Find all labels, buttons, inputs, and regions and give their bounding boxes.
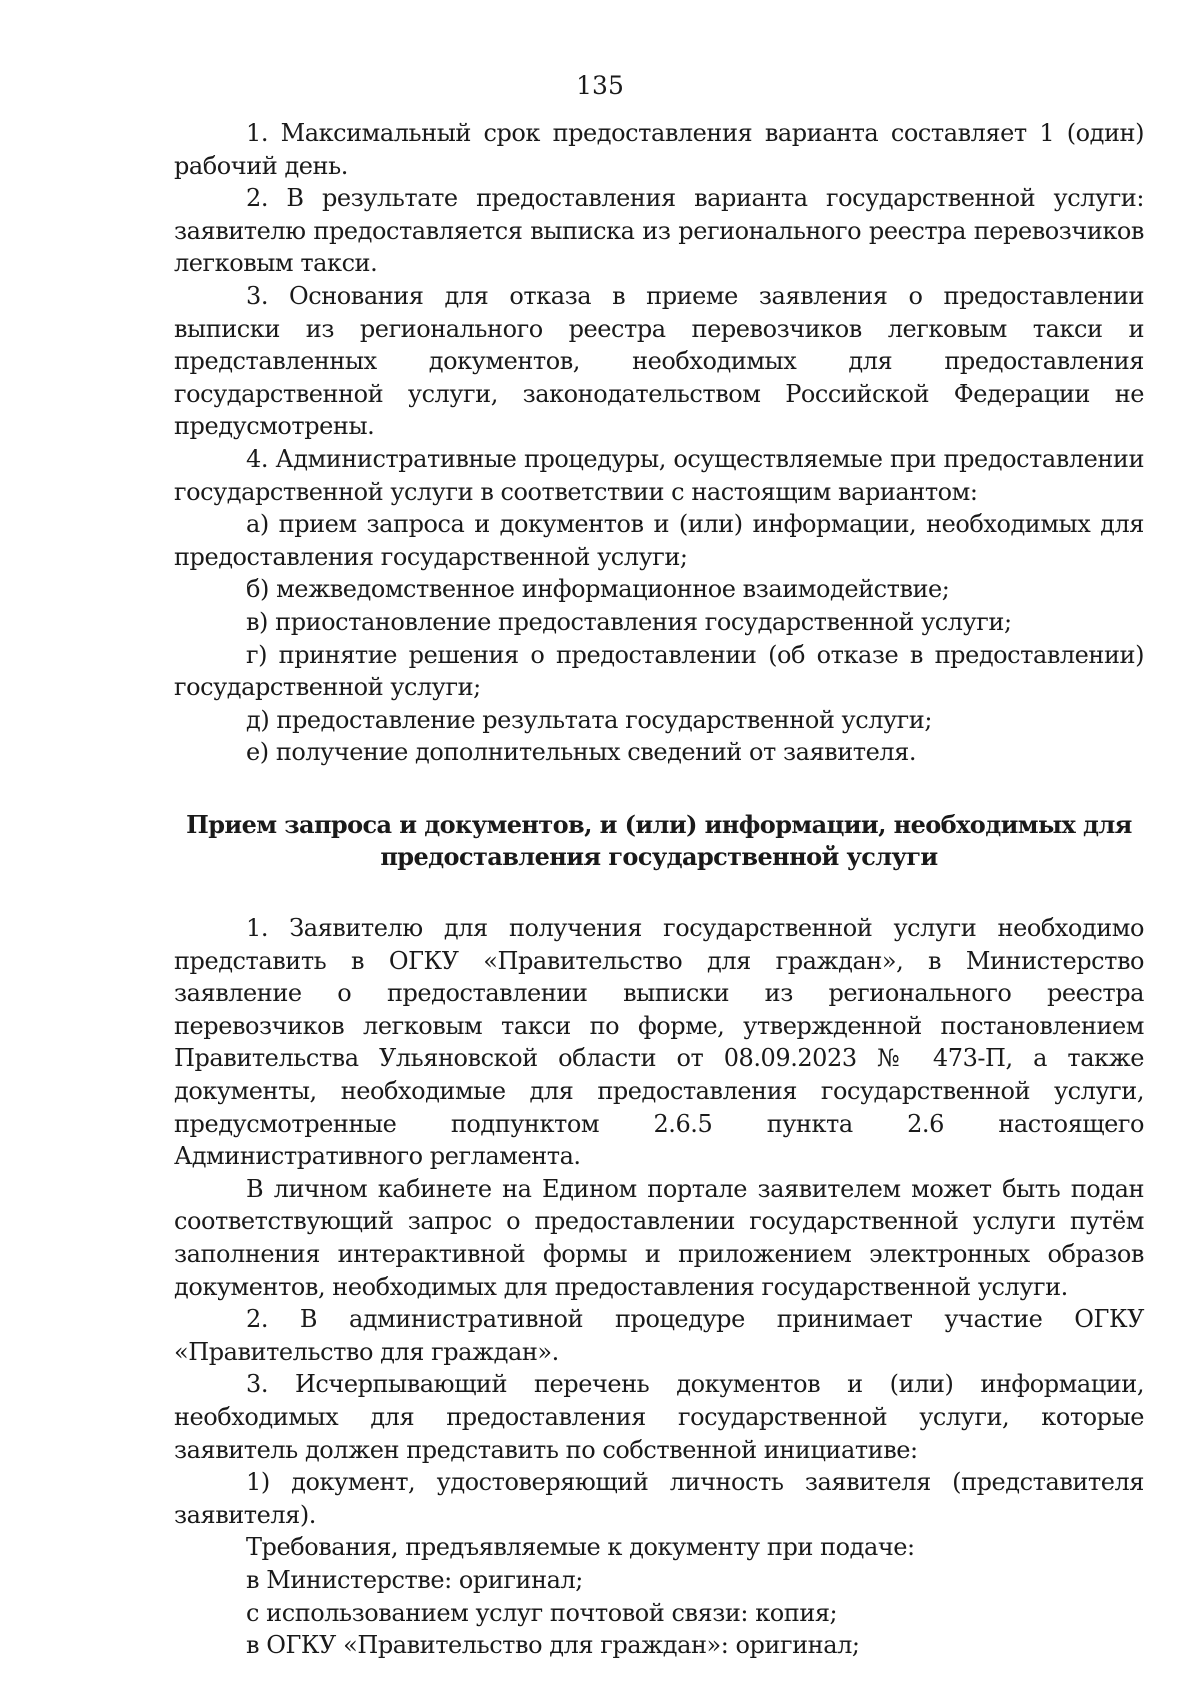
paragraph: 2. В административной процедуре принимает участие ОГКУ «Правительство для граждан». xyxy=(174,1305,1144,1366)
paragraph: 3. Исчерпывающий перечень документов и (или) информации, необходимых для предоставления государственной услуги, которые заявитель должен представить по собственной инициативе: xyxy=(174,1370,1144,1464)
list-item: а) прием запроса и документов и (или) информации, необходимых для предоставления государственной услуги; xyxy=(174,510,1144,571)
paragraph: Требования, предъявляемые к документу при подаче: xyxy=(246,1533,915,1562)
paragraph: 1. Максимальный срок предоставления варианта составляет 1 (один) рабочий день. xyxy=(174,119,1144,180)
section-title-line: Прием запроса и документов, и (или) информации, необходимых для xyxy=(186,809,1132,839)
document-body xyxy=(174,117,1144,1662)
section-title xyxy=(174,809,1144,874)
list-item: в Министерстве: оригинал; xyxy=(246,1565,583,1594)
list-item: с использованием услуг почтовой связи: копия; xyxy=(246,1598,838,1627)
list-item: б) межведомственное информационное взаимодействие; xyxy=(246,575,950,604)
paragraph: 2. В результате предоставления варианта государственной услуги: заявителю предоставляется выписка из регионального реестра перевозчиков легковым такси. xyxy=(174,184,1144,278)
paragraph: 1) документ, удостоверяющий личность заявителя (представителя заявителя). xyxy=(174,1468,1144,1529)
list-item: в) приостановление предоставления государственной услуги; xyxy=(246,607,1012,636)
paragraph: 1. Заявителю для получения государственной услуги необходимо представить в ОГКУ «Правительство для граждан», в Министерство заявление о предоставлении выписки из регионального реестра перевозчиков легковым такси по форме, утвержденной постановлением Правительства Ульяновской области от 08.09.2023 № 473-П, а также документы, необходимые для предоставления государственной услуги, предусмотренные подпунктом 2.6.5 пункта 2.6 настоящего Административного регламента. xyxy=(174,914,1144,1171)
list-item: г) принятие решения о предоставлении (об отказе в предоставлении) государственной услуги; xyxy=(174,640,1144,702)
list-item: е) получение дополнительных сведений от заявителя. xyxy=(246,738,917,767)
paragraph: 4. Административные процедуры, осуществляемые при предоставлении государственной услуги в соответствии с настоящим вариантом: xyxy=(174,444,1144,506)
section-title-line: предоставления государственной услуги xyxy=(380,842,938,872)
list-item: д) предоставление результата государственной услуги; xyxy=(246,705,932,734)
page-number: 135 xyxy=(576,71,624,100)
paragraph: В личном кабинете на Едином портале заявителем может быть подан соответствующий запрос о предоставлении государственной услуги путём заполнения интерактивной формы и приложением электронных образов документов, необходимых для предоставления государственной услуги. xyxy=(174,1174,1144,1301)
list-item: в ОГКУ «Правительство для граждан»: оригинал; xyxy=(246,1631,860,1660)
paragraph: 3. Основания для отказа в приеме заявления о предоставлении выписки из регионального реестра перевозчиков легковым такси и представленных документов, необходимых для предоставления государственной услуги, законодательством Российской Федерации не предусмотрены. xyxy=(174,281,1144,441)
